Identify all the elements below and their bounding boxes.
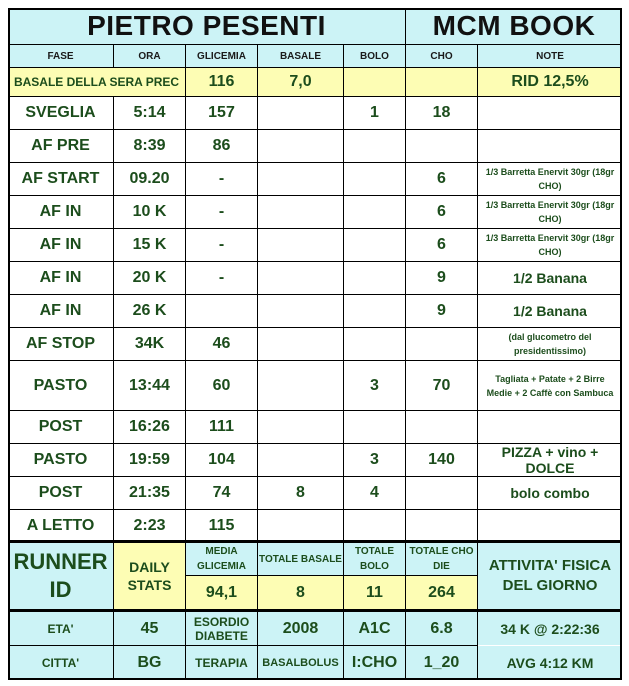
cell-glicemia: - (186, 163, 258, 195)
col-header-cho: CHO (406, 45, 478, 67)
cell-bolo (344, 510, 406, 542)
col-header-glicemia: GLICEMIA (186, 45, 258, 67)
athlete-name: PIETRO PESENTI (8, 8, 406, 44)
media-glicemia-label: MEDIA GLICEMIA (186, 543, 257, 576)
col-header-fase: FASE (8, 45, 114, 67)
cell-fase: SVEGLIA (8, 97, 114, 129)
cell-fase: POST (8, 477, 114, 509)
basal-cho (406, 68, 478, 96)
cell-note (478, 97, 622, 129)
cell-fase: AF IN (8, 196, 114, 228)
cell-note: 1/2 Banana (513, 303, 587, 319)
eta-label: ETA' (8, 612, 114, 645)
cell-glicemia: 46 (186, 328, 258, 360)
a1c-label: A1C (344, 612, 406, 645)
cell-cho: 6 (406, 229, 478, 261)
cell-ora: 26 K (114, 295, 186, 327)
basal-row (8, 68, 622, 96)
cell-basale (258, 163, 344, 195)
cell-glicemia: - (186, 196, 258, 228)
cell-basale (258, 229, 344, 261)
cell-fase: AF IN (8, 229, 114, 261)
cell-basale (258, 411, 344, 443)
table-row (8, 97, 622, 129)
col-header-note: NOTE (536, 50, 564, 62)
totale-bolo-label: TOTALE BOLO (344, 543, 405, 576)
table-row (8, 444, 622, 476)
cell-note (478, 510, 622, 542)
cell-bolo (344, 411, 406, 443)
totale-cho-value: 264 (406, 576, 477, 609)
cell-basale (258, 361, 344, 410)
a1c-value: 6.8 (406, 612, 478, 645)
cell-note: PIZZA + vino + DOLCE (501, 444, 599, 476)
basal-glicemia: 116 (186, 68, 258, 96)
col-header-ora: ORA (114, 45, 186, 67)
cell-cho: 6 (406, 163, 478, 195)
cell-note (478, 130, 622, 162)
cell-fase: POST (8, 411, 114, 443)
cell-bolo (344, 196, 406, 228)
cell-cho (406, 328, 478, 360)
totale-basale-value: 8 (258, 576, 343, 609)
totale-cho-label: TOTALE CHO DIE (406, 543, 477, 576)
table-row (8, 163, 622, 195)
citta-value: BG (114, 646, 186, 680)
table-row (8, 411, 622, 443)
activity-line-2: AVG 4:12 KM (506, 655, 594, 671)
cell-cho (406, 130, 478, 162)
icho-value: 1_20 (406, 646, 478, 680)
cell-note: 1/3 Barretta Enervit 30gr (18gr CHO) (485, 167, 615, 191)
table-row (8, 510, 622, 542)
column-header-row (8, 45, 622, 67)
cell-bolo (344, 262, 406, 294)
footer-row-1 (8, 612, 622, 645)
cell-note: 1/3 Barretta Enervit 30gr (18gr CHO) (485, 233, 615, 257)
cell-note: (dal glucometro del presidentissimo) (508, 332, 592, 356)
cell-cho: 9 (406, 295, 478, 327)
cell-basale (258, 97, 344, 129)
icho-label: I:CHO (344, 646, 406, 680)
daily-stats: DAILY STATS (114, 543, 186, 609)
cell-glicemia: 115 (186, 510, 258, 542)
totale-basale-cell (258, 543, 344, 609)
cell-cho: 9 (406, 262, 478, 294)
cell-fase: AF PRE (8, 130, 114, 162)
cell-bolo (344, 295, 406, 327)
esordio-value: 2008 (258, 612, 344, 645)
cell-ora: 16:26 (114, 411, 186, 443)
cell-fase: AF IN (8, 295, 114, 327)
totale-basale-label: TOTALE BASALE (258, 543, 343, 576)
cell-cho: 18 (406, 97, 478, 129)
activity-line-1: 34 K @ 2:22:36 (500, 620, 600, 637)
totale-bolo-value: 11 (344, 576, 405, 609)
attivita-fisica: ATTIVITA' FISICA DEL GIORNO (478, 543, 622, 609)
totale-cho-cell (406, 543, 478, 609)
media-glicemia-value: 94,1 (186, 576, 257, 609)
stats-row (8, 543, 622, 609)
cell-bolo: 3 (344, 444, 406, 476)
basal-bolo (344, 68, 406, 96)
cell-fase: AF START (8, 163, 114, 195)
cell-basale (258, 262, 344, 294)
col-header-basale: BASALE (258, 45, 344, 67)
cell-bolo (344, 229, 406, 261)
cell-ora: 8:39 (114, 130, 186, 162)
table-row (8, 262, 622, 294)
cell-ora: 2:23 (114, 510, 186, 542)
terapia-value: BASALBOLUS (258, 646, 344, 680)
cell-note: bolo combo (510, 485, 590, 501)
cell-bolo (344, 130, 406, 162)
table-row (8, 328, 622, 360)
table-row (8, 295, 622, 327)
cell-glicemia: 111 (186, 411, 258, 443)
cell-cho (406, 510, 478, 542)
cell-glicemia: 86 (186, 130, 258, 162)
cell-note: 1/3 Barretta Enervit 30gr (18gr CHO) (485, 200, 615, 224)
cell-basale (258, 328, 344, 360)
cell-fase: PASTO (8, 444, 114, 476)
cell-bolo: 4 (344, 477, 406, 509)
cell-fase: AF IN (8, 262, 114, 294)
cell-glicemia: 60 (186, 361, 258, 410)
cell-cho (406, 411, 478, 443)
basal-note: RID 12,5% (511, 73, 589, 90)
basal-fase: BASALE DELLA SERA PREC (8, 68, 186, 96)
cell-fase: PASTO (8, 361, 114, 410)
cell-note: 1/2 Banana (513, 270, 587, 286)
table-row (8, 477, 622, 509)
cell-ora: 20 K (114, 262, 186, 294)
cell-bolo (344, 328, 406, 360)
cell-bolo: 3 (344, 361, 406, 410)
glucose-log-sheet (8, 8, 622, 680)
footer-row-2 (8, 646, 622, 680)
runner-id: RUNNER ID (8, 543, 114, 609)
cell-basale: 8 (258, 477, 344, 509)
cell-glicemia: - (186, 229, 258, 261)
cell-basale (258, 510, 344, 542)
esordio-label: ESORDIO DIABETE (186, 612, 258, 645)
terapia-label: TERAPIA (186, 646, 258, 680)
cell-bolo (344, 163, 406, 195)
cell-note (478, 411, 622, 443)
media-glicemia-cell (186, 543, 258, 609)
cell-basale (258, 130, 344, 162)
table-row (8, 196, 622, 228)
cell-ora: 10 K (114, 196, 186, 228)
cell-bolo: 1 (344, 97, 406, 129)
cell-ora: 15 K (114, 229, 186, 261)
cell-cho: 6 (406, 196, 478, 228)
cell-basale (258, 196, 344, 228)
cell-basale (258, 444, 344, 476)
totale-bolo-cell (344, 543, 406, 609)
cell-cho: 70 (406, 361, 478, 410)
table-row (8, 130, 622, 162)
basal-basale: 7,0 (258, 68, 344, 96)
book-title: MCM BOOK (432, 10, 596, 41)
eta-value: 45 (114, 612, 186, 645)
cell-fase: AF STOP (8, 328, 114, 360)
cell-cho: 140 (406, 444, 478, 476)
cell-ora: 13:44 (114, 361, 186, 410)
cell-ora: 19:59 (114, 444, 186, 476)
cell-cho (406, 477, 478, 509)
col-header-bolo: BOLO (344, 45, 406, 67)
cell-glicemia: 74 (186, 477, 258, 509)
cell-ora: 5:14 (114, 97, 186, 129)
cell-glicemia: 104 (186, 444, 258, 476)
cell-note: Tagliata + Patate + 2 Birre Medie + 2 Caffè con Sambuca (486, 373, 614, 398)
cell-basale (258, 295, 344, 327)
cell-glicemia: - (186, 262, 258, 294)
cell-ora: 09.20 (114, 163, 186, 195)
cell-ora: 21:35 (114, 477, 186, 509)
table-row (8, 361, 622, 410)
cell-glicemia: 157 (186, 97, 258, 129)
title-row (8, 8, 622, 44)
cell-fase: A LETTO (8, 510, 114, 542)
cell-glicemia (186, 295, 258, 327)
table-row (8, 229, 622, 261)
citta-label: CITTA' (8, 646, 114, 680)
cell-ora: 34K (114, 328, 186, 360)
